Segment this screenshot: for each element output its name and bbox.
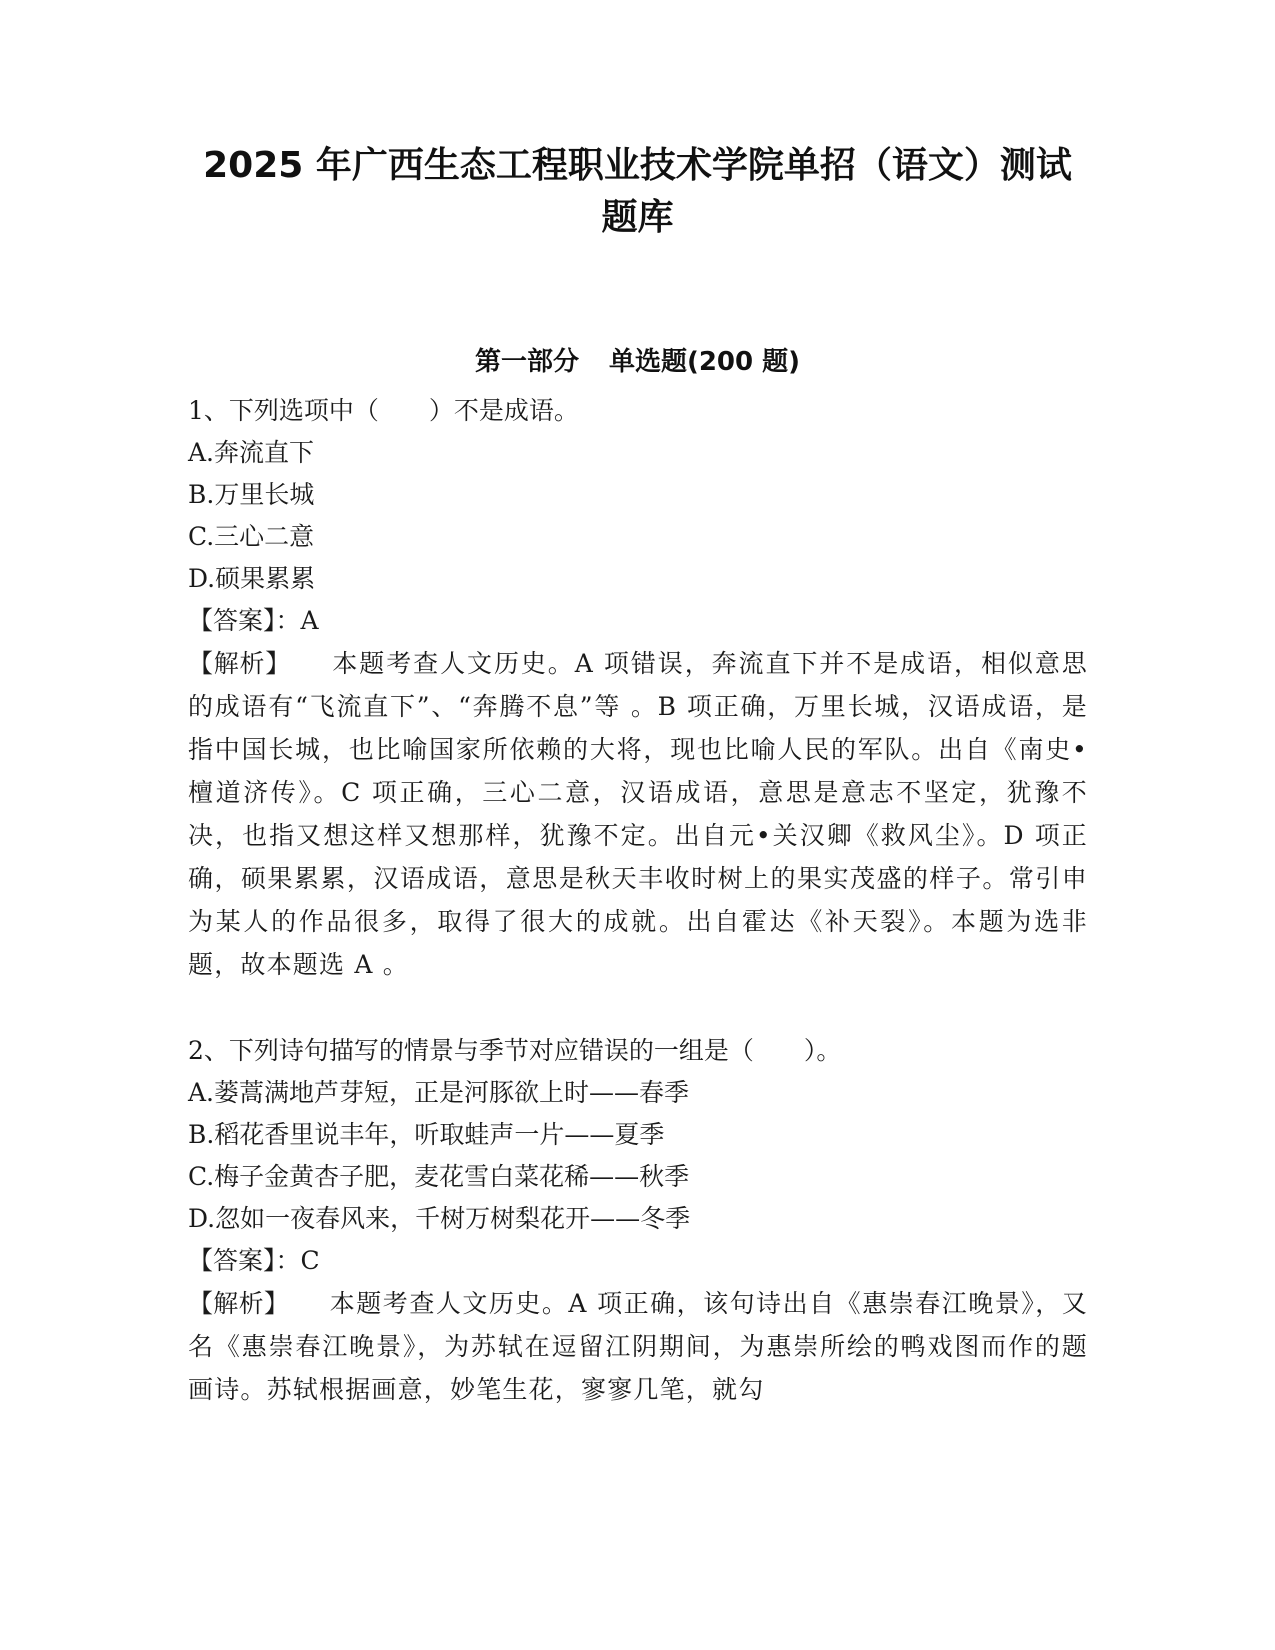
option-b: B.万里长城 [188,480,315,509]
answer-line [188,1240,1088,1282]
analysis [188,642,1088,986]
option-c: C.梅子金黄杏子肥，麦花雪白菜花稀——秋季 [188,1162,690,1191]
answer-label: 【答案】： [188,606,301,635]
question-stem: 2、下列诗句描写的情景与季节对应错误的一组是（ ）。 [188,1036,842,1065]
analysis-label: 【解析】 [188,649,279,678]
document-title [150,140,1125,244]
question-1 [188,390,1088,986]
section-name: 单选题(200 题) [608,347,801,377]
answer-value: A [300,606,319,635]
answer-label: 【答案】： [188,1246,301,1275]
section-heading [150,345,1125,379]
analysis-text: 本题考查人文历史。A 项正确，该句诗出自《惠崇春江晚景》，又名《惠崇春江晚景》，为苏轼在逗留江阴期间，为惠崇所绘的鸭戏图而作的题画诗。苏轼根据画意，妙笔生花，寥寥几笔，就勾 [188,1289,1088,1404]
analysis [188,1282,1088,1411]
answer-line [188,600,1088,642]
analysis-text: 本题考查人文历史。A 项错误，奔流直下并不是成语，相似意思的成语有“飞流直下”、“奔腾不息”等 。B 项正确，万里长城，汉语成语，是指中国长城，也比喻国家所依赖的大将，现也比喻人民的军队。出自《南史•檀道济传》。C 项正确，三心二意，汉语成语，意思是意志不坚定，犹豫不决，也指又想这样又想那样，犹豫不定。出自元•关汉卿《救风尘》。D 项正确，硕果累累，汉语成语，意思是秋天丰收时树上的果实茂盛的样子。常引申为某人的作品很多，取得了很大的成就。出自霍达《补天裂》。本题为选非题，故本题选 A 。 [188,649,1088,979]
option-c: C.三心二意 [188,522,315,551]
title-line-2: 题库 [601,197,674,238]
option-a: A.蒌蒿满地芦芽短，正是河豚欲上时——春季 [188,1078,690,1107]
option-a: A.奔流直下 [188,438,315,467]
question-2 [188,1030,1088,1411]
answer-value: C [300,1246,320,1275]
option-d: D.硕果累累 [188,564,316,593]
analysis-label: 【解析】 [188,1289,277,1318]
question-stem: 1、下列选项中（ ）不是成语。 [188,396,579,425]
option-b: B.稻花香里说丰年，听取蛙声一片——夏季 [188,1120,665,1149]
section-part: 第一部分 [474,347,579,377]
title-line-1: 2025 年广西生态工程职业技术学院单招（语文）测试 [203,145,1072,186]
option-d: D.忽如一夜春风来，千树万树梨花开——冬季 [188,1204,691,1233]
